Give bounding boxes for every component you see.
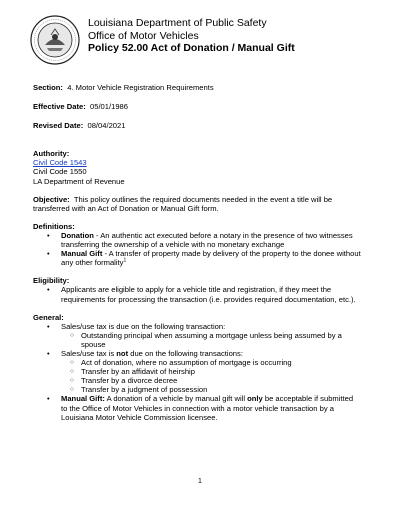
louisiana-state-seal [30,15,80,65]
bullet-icon: • [47,394,50,404]
page-number: 1 [198,478,202,485]
general-item-text: be acceptable if submitted [262,394,354,404]
effective-date-label: Effective Date: [33,102,86,112]
document-header [88,17,295,55]
subitem-text: Act of donation, where no assumption of mortgage is occurring [81,358,292,368]
definition-term: Donation [61,230,94,240]
eligibility-item [45,285,379,303]
definitions-heading: Definitions: [33,221,75,231]
objective-text: This policy outlines the required documents needed in the event a title will be [73,194,333,204]
objective-label: Objective: [33,194,70,204]
authority-heading: Authority: [33,149,70,159]
general-heading: General: [33,312,64,322]
bullet-icon: • [47,249,50,259]
footnote-marker[interactable]: 1 [123,257,127,264]
general-subitem [69,331,379,349]
sub-bullet-icon: ○ [70,368,74,376]
sub-bullet-icon: ○ [70,386,74,394]
eligibility-heading: Eligibility: [33,276,70,286]
bullet-icon: • [47,348,50,358]
subitem-text: Outstanding principal when assuming a mortgage unless being assumed by a [81,330,342,340]
eligibility-text: Applicants are eligible to apply for a vehicle title and registration, if they meet the [61,285,332,295]
effective-date-value: 05/01/1986 [90,102,129,112]
emphasis-not: not [116,348,129,358]
definition-item-donation [45,231,379,249]
office-name: Office of Motor Vehicles [88,29,199,42]
subitem-text: Transfer by an affidavit of heirship [81,367,195,377]
section-line [33,83,379,92]
bullet-icon: • [47,230,50,240]
general-subitem [69,358,379,367]
sub-bullet-icon: ○ [70,331,74,339]
definition-text: - An authentic act executed before a notary in the presence of two witnesses [93,230,353,240]
general-item-text: due on the following transactions: [128,348,243,358]
subitem-text-cont: spouse [81,339,106,349]
definition-term: Manual Gift [61,249,103,259]
objective-text-cont: transferred with an Act of Donation or Manual Gift form. [33,203,219,213]
section-value: 4. Motor Vehicle Registration Requirements [67,83,214,92]
eligibility-text-cont: requirements for processing the transaction (i.e. provides required documentation, etc.). [61,294,356,304]
document-body [33,83,379,422]
authority-item: LA Department of Revenue [33,176,125,186]
general-item-text-cont: Louisiana Motor Vehicle Commission licensee. [61,412,218,422]
authority-item: Civil Code 1550 [33,167,87,177]
effective-date-line [33,102,379,111]
general-item-text-cont: to the Office of Motor Vehicles in connection with a motor vehicle transaction by a [61,403,334,413]
subitem-text: Transfer by a judgment of possession [81,385,208,395]
general-subitem [69,385,379,394]
revised-date-line [33,121,379,130]
general-item-tax-due [45,322,379,331]
revised-date-value: 08/04/2021 [87,121,126,131]
revised-date-label: Revised Date: [33,121,84,131]
general-item-text: Sales/use tax is due on the following transaction: [61,321,226,331]
general-subitem [69,367,379,376]
manual-gift-term: Manual Gift: [61,394,105,404]
general-item-text: A donation of a vehicle by manual gift will [104,394,248,404]
definition-text-cont: any other formality [61,258,124,268]
bullet-icon: • [47,321,50,331]
objective-paragraph [33,195,379,204]
sub-bullet-icon: ○ [70,377,74,385]
definition-text: - A transfer of property made by delivery of the property to the donee without [102,249,361,259]
subitem-text: Transfer by a divorce decree [81,376,178,386]
definition-item-manual-gift [45,249,379,267]
civil-code-1543-link[interactable]: Civil Code 1543 [33,158,87,168]
general-item-tax-not-due [45,349,379,358]
definition-text-cont: transferring the ownership of a vehicle with no monetary exchange [61,240,285,250]
general-item-manual-gift [45,394,379,421]
section-label: Section: [33,83,63,92]
emphasis-only: only [247,394,263,404]
department-name: Louisiana Department of Public Safety [88,17,267,29]
sub-bullet-icon: ○ [70,359,74,367]
general-item-text: Sales/use tax is [61,348,117,358]
bullet-icon: • [47,285,50,295]
general-subitem [69,376,379,385]
policy-title: Policy 52.00 Act of Donation / Manual Gift [88,42,295,54]
